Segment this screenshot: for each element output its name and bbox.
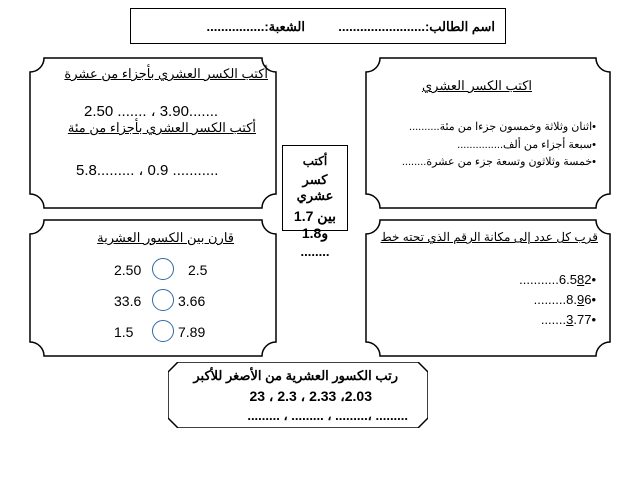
box-line: كسر عشري	[296, 172, 334, 203]
ordering-box	[168, 362, 428, 428]
compare-left-value: 2.50	[114, 262, 142, 278]
frame-title: اكتب الكسر العشري	[421, 78, 532, 93]
compare-left-value: 33.6	[114, 293, 142, 309]
item-text: .........8.96	[533, 292, 592, 307]
compare-circle[interactable]	[152, 320, 174, 342]
compare-right-value: 3.66	[178, 293, 206, 309]
rounding-item[interactable]	[534, 292, 596, 307]
tenths-exercise[interactable]: 2.50 ....... ، 3.90.......	[84, 103, 219, 120]
rounding-item[interactable]	[541, 312, 596, 327]
list-item[interactable]: •اثنان وثلاثة وخمسون جزءا من مئة..........	[409, 121, 596, 133]
compare-circle[interactable]	[152, 289, 174, 311]
frame-bottom-right	[366, 220, 610, 356]
compare-left-value: 1.5	[114, 324, 134, 340]
frame-top-right	[366, 58, 610, 208]
between-values-box	[282, 145, 348, 259]
bullet: •	[591, 312, 596, 327]
compare-right-value: 2.5	[188, 262, 208, 278]
list-item[interactable]: •سبعة أجزاء من ألف...............	[457, 139, 596, 151]
compare-circle[interactable]	[152, 258, 174, 280]
frame-title: أكتب الكسر العشري بأجزاء من عشرة	[64, 66, 268, 81]
frame-title: قارن بين الكسور العشرية	[97, 230, 234, 245]
list-item[interactable]: •خمسة وثلاثون وتسعة جزء من عشرة........	[401, 156, 596, 168]
frame-subtitle: أكتب الكسر العشري بأجزاء من مئة	[67, 120, 256, 135]
student-name-field[interactable]: اسم الطالب:........................	[338, 19, 495, 34]
bullet: •	[591, 292, 596, 307]
frame-title: قرب كل عدد إلى مكانة الرقم الذي تحته خط	[380, 230, 598, 244]
bullet: •	[591, 272, 596, 287]
frame-top-left	[30, 58, 276, 208]
answer-blanks[interactable]: ......... ، ......... ، .........، .........	[247, 408, 408, 423]
student-header	[130, 8, 506, 44]
answer-blank[interactable]: ........	[300, 244, 330, 259]
box-line: أكتب	[302, 154, 328, 168]
item-text: .......3.77	[540, 312, 592, 327]
item-text: ...........6.582	[519, 272, 592, 287]
numbers-to-order: 23 ، 2.3 ، 2.33 ،2.03	[249, 388, 372, 404]
frame-bottom-left	[30, 220, 276, 356]
compare-right-value: 7.89	[178, 324, 206, 340]
hundredths-exercise[interactable]: 5.8......... ، 0.9 ...........	[76, 162, 219, 179]
box-line: بين 1.7 و1.8	[293, 208, 337, 241]
section-field[interactable]: الشعبة:................	[206, 19, 305, 34]
frame-title: رتب الكسور العشرية من الأصغر للأكبر	[193, 368, 398, 383]
rounding-item[interactable]	[519, 272, 596, 287]
